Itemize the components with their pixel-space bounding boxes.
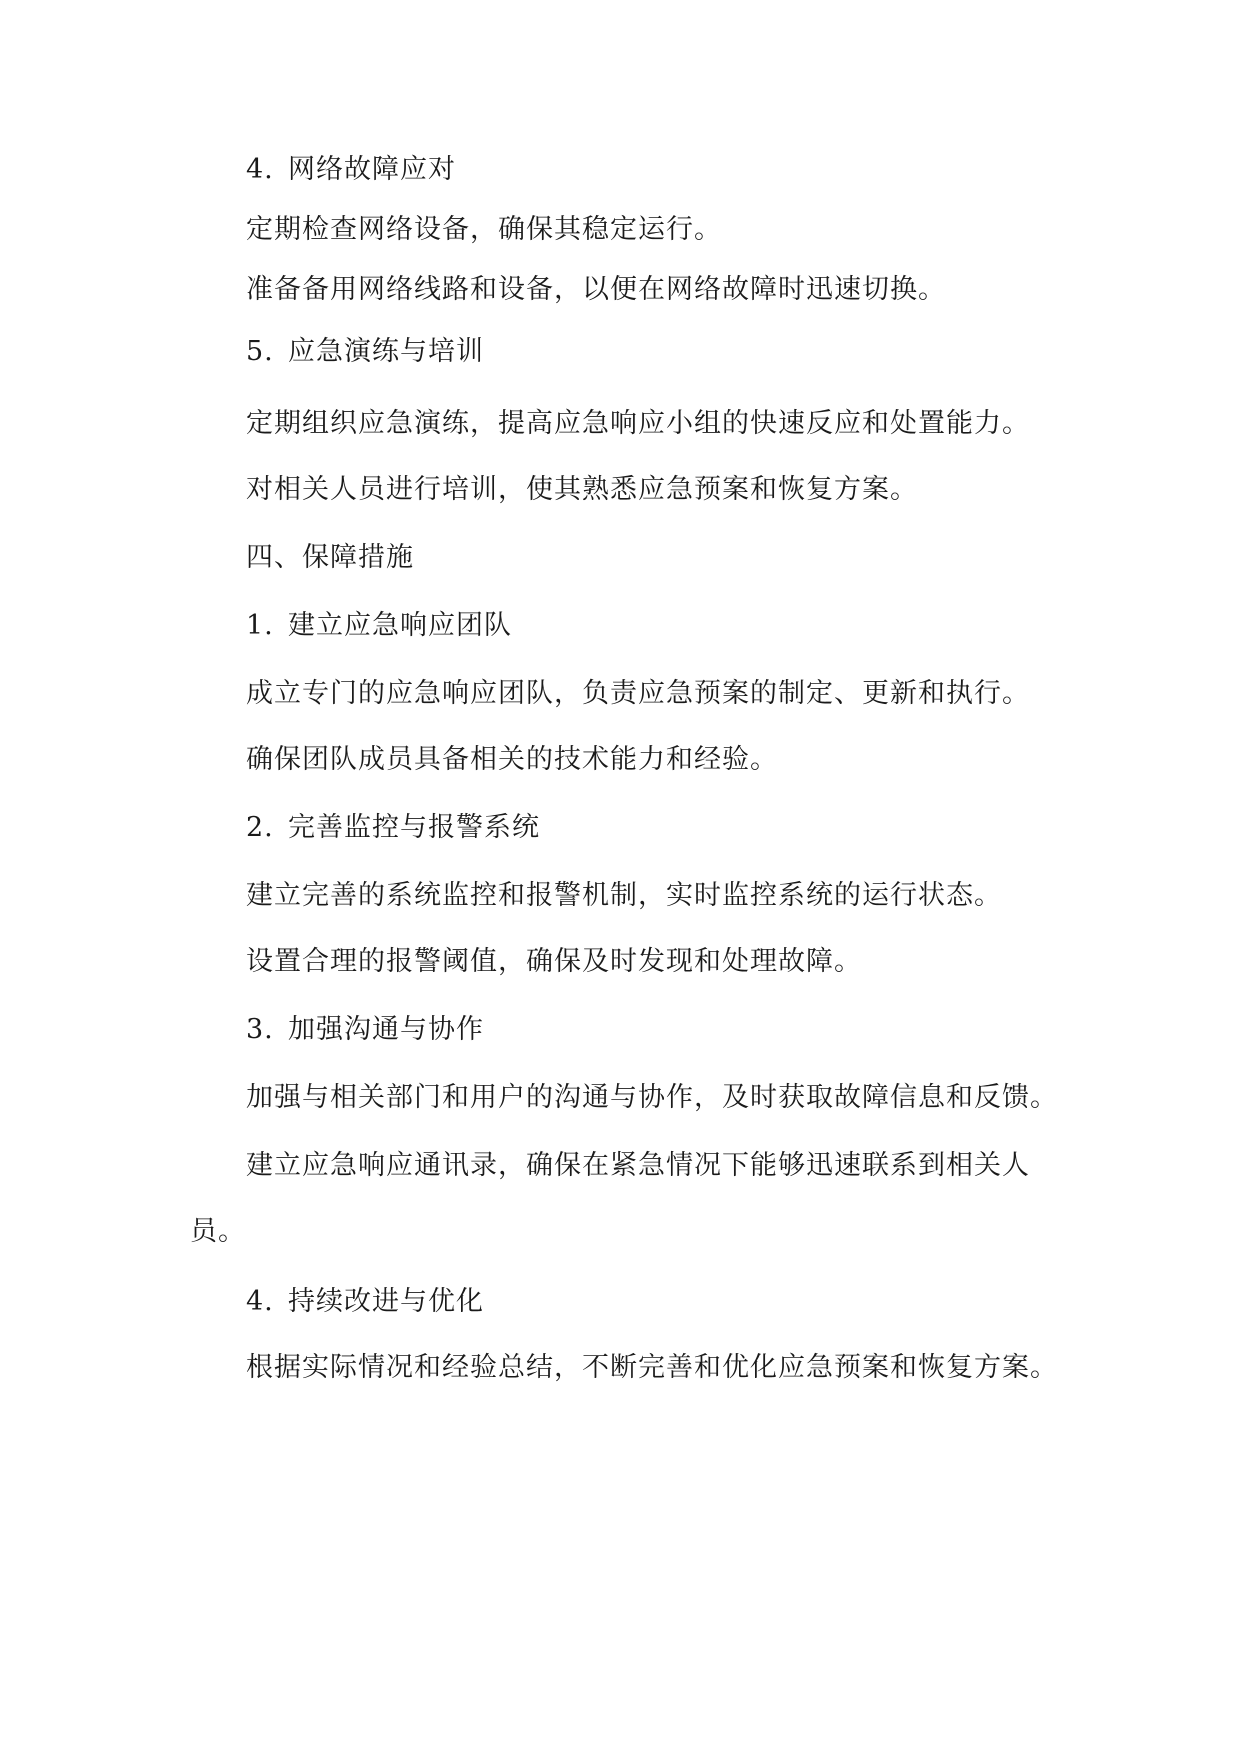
paragraph: 建立应急响应通讯录，确保在紧急情况下能够迅速联系到相关人	[246, 1150, 1030, 1181]
paragraph: 根据实际情况和经验总结，不断完善和优化应急预案和恢复方案。	[246, 1352, 1058, 1383]
paragraph: 建立完善的系统监控和报警机制，实时监控系统的运行状态。	[246, 880, 1002, 911]
paragraph: 成立专门的应急响应团队，负责应急预案的制定、更新和执行。	[246, 678, 1030, 709]
paragraph: 加强与相关部门和用户的沟通与协作，及时获取故障信息和反馈。	[246, 1082, 1058, 1113]
section-heading: 四、保障措施	[246, 542, 414, 573]
heading-text: 网络故障应对	[288, 154, 456, 185]
heading-text: 持续改进与优化	[288, 1286, 484, 1317]
paragraph: 设置合理的报警阈值，确保及时发现和处理故障。	[246, 946, 862, 977]
heading-text: 加强沟通与协作	[288, 1014, 484, 1045]
heading-number: 4.	[246, 1286, 274, 1317]
subheading-response-team	[246, 608, 1056, 644]
subheading-drill-training	[246, 334, 1056, 370]
paragraph: 定期检查网络设备，确保其稳定运行。	[246, 214, 722, 245]
paragraph: 对相关人员进行培训，使其熟悉应急预案和恢复方案。	[246, 474, 918, 505]
subheading-communication	[246, 1012, 1056, 1048]
heading-number: 1.	[246, 610, 274, 641]
subheading-network-fault	[246, 152, 1056, 188]
paragraph-continuation: 员。	[190, 1216, 246, 1247]
heading-number: 5.	[246, 336, 274, 367]
heading-text: 应急演练与培训	[288, 336, 484, 367]
heading-text: 完善监控与报警系统	[288, 812, 540, 843]
subheading-improvement	[246, 1284, 1056, 1320]
heading-number: 2.	[246, 812, 274, 843]
paragraph: 确保团队成员具备相关的技术能力和经验。	[246, 744, 778, 775]
heading-number: 3.	[246, 1014, 274, 1045]
paragraph: 准备备用网络线路和设备，以便在网络故障时迅速切换。	[246, 274, 946, 305]
heading-text: 建立应急响应团队	[288, 610, 512, 641]
heading-number: 4.	[246, 154, 274, 185]
paragraph: 定期组织应急演练，提高应急响应小组的快速反应和处置能力。	[246, 408, 1030, 439]
subheading-monitoring	[246, 810, 1056, 846]
